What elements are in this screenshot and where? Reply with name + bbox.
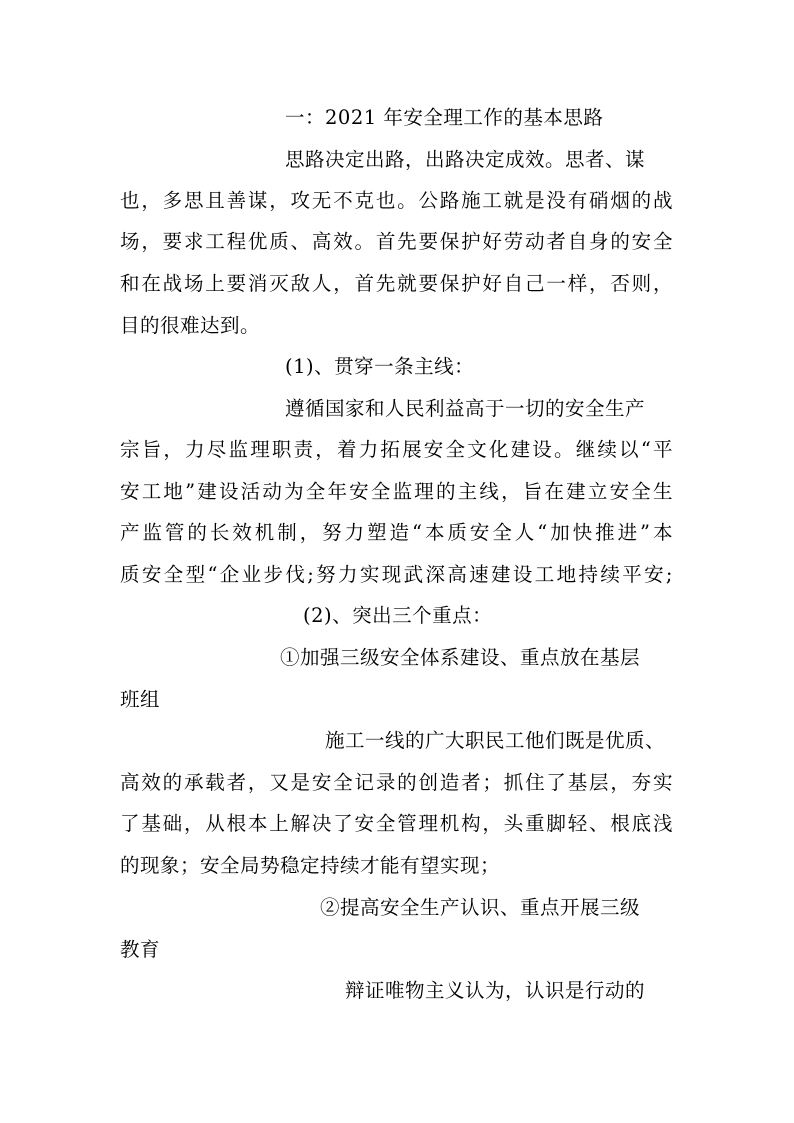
- paragraph-line: 产监管的长效机制，努力塑造“本质安全人“加快推进”本: [120, 521, 673, 544]
- point-title: 班组: [120, 688, 161, 711]
- point-title: ①加强三级安全体系建设、重点放在基层: [280, 646, 641, 669]
- point-title: 教育: [120, 938, 161, 961]
- paragraph-line: 和在战场上要消灭敌人，首先就要保护好自己一样，否则，: [120, 272, 673, 295]
- section-title: (2)、突出三个重点：: [303, 604, 493, 627]
- paragraph-line: 的现象；安全局势稳定持续才能有望实现；: [120, 854, 501, 877]
- paragraph-line: 高效的承载者，又是安全记录的创造者；抓住了基层，夯实: [120, 771, 673, 794]
- paragraph-line: 目的很难达到。: [120, 314, 261, 337]
- point-title: ②提高安全生产认识、重点开展三级: [320, 896, 641, 919]
- paragraph-line: 辩证唯物主义认为，认识是行动的: [345, 979, 646, 1002]
- paragraph-line: 思路决定出路，出路决定成效。思者、谋: [285, 148, 646, 171]
- heading: 一：2021 年安全理工作的基本思路: [285, 106, 604, 129]
- paragraph-line: 也，多思且善谋，攻无不克也。公路施工就是没有硝烟的战: [120, 189, 673, 212]
- paragraph-line: 施工一线的广大职民工他们既是优质、: [325, 729, 666, 752]
- paragraph-line: 场，要求工程优质、高效。首先要保护好劳动者自身的安全: [120, 230, 673, 253]
- section-title: (1)、贯穿一条主线：: [285, 355, 475, 378]
- paragraph-line: 安工地”建设活动为全年安全监理的主线，旨在建立安全生: [120, 480, 673, 503]
- paragraph-line: 质安全型“企业步伐;努力实现武深高速建设工地持续平安;: [120, 563, 673, 586]
- paragraph-line: 宗旨，力尽监理职责，着力拓展安全文化建设。继续以“平: [120, 438, 673, 461]
- paragraph-line: 遵循国家和人民利益高于一切的安全生产: [285, 397, 646, 420]
- paragraph-line: 了基础，从根本上解决了安全管理机构，头重脚轻、根底浅: [120, 812, 673, 835]
